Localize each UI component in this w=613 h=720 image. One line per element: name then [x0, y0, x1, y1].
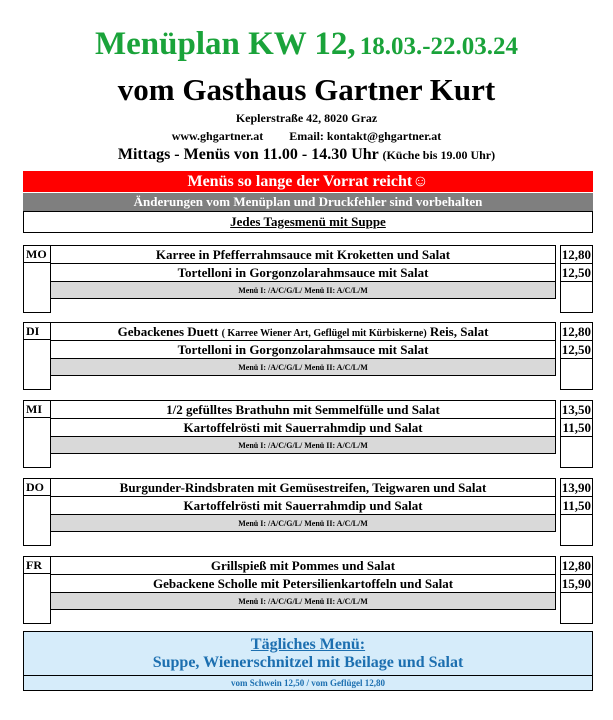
price-spacer: [560, 282, 593, 313]
price-spacer: [560, 359, 593, 390]
day-spacer: [23, 574, 51, 624]
website-link[interactable]: www.ghgartner.at: [171, 129, 264, 143]
menu-1-price: 13,50: [561, 402, 591, 417]
menu-2-dish: Tortelloni in Gorgonzolarahmsauce mit Salat: [51, 341, 556, 359]
daily-menu-prices: vom Schwein 12,50 / vom Geflügel 12,80: [24, 675, 592, 691]
email-link[interactable]: Email: kontakt@ghgartner.at: [289, 129, 442, 143]
day-spacer: [23, 496, 51, 546]
menu-2-dish: Tortelloni in Gorgonzolarahmsauce mit Salat: [51, 264, 556, 282]
allergen-info: Menü I: /A/C/G/L/ Menü II: A/C/L/M: [51, 515, 556, 532]
menu-1-dish: 1/2 gefülltes Brathuhn mit Semmelfülle und Salat: [51, 400, 556, 419]
price-spacer: [560, 515, 593, 546]
page-title: [0, 26, 613, 63]
menu-2-dish: Kartoffelrösti mit Sauerrahmdip und Salat: [51, 419, 556, 437]
day-label: DO: [23, 478, 51, 496]
allergen-info: Menü I: /A/C/G/L/ Menü II: A/C/L/M: [51, 359, 556, 376]
menu-1-price: 12,80: [561, 247, 591, 262]
day-block-mi: [23, 400, 593, 468]
contact-line: [0, 129, 613, 144]
day-spacer: [23, 340, 51, 390]
allergen-info: Menü I: /A/C/G/L/ Menü II: A/C/L/M: [51, 282, 556, 299]
menu-2-dish: Gebackene Scholle mit Petersilienkartoffeln und Salat: [51, 575, 556, 593]
title-dates: 18.03.-22.03.24: [359, 33, 519, 60]
menu-1-price: 13,90: [561, 480, 591, 495]
daily-menu-description: Suppe, Wienerschnitzel mit Beilage und Salat: [152, 654, 464, 671]
menu-2-dish: Kartoffelrösti mit Sauerrahmdip und Salat: [51, 497, 556, 515]
menu-2-price: 12,50: [561, 342, 591, 357]
menu-1-dish-detail: ( Karree Wiener Art, Geflügel mit Kürbiskerne): [221, 328, 427, 339]
day-label: MO: [23, 245, 51, 263]
allergen-info: Menü I: /A/C/G/L/ Menü II: A/C/L/M: [51, 593, 556, 610]
menu-1-dish-end: Reis, Salat: [429, 324, 489, 339]
menu-2-price: 11,50: [560, 497, 593, 515]
soup-banner: Jedes Tagesmenü mit Suppe: [23, 211, 593, 233]
day-label: DI: [23, 322, 51, 340]
menu-2-price: 12,50: [561, 265, 591, 280]
day-block-di: [23, 322, 593, 390]
day-label: FR: [23, 556, 51, 574]
daily-menu-box: [23, 631, 593, 691]
day-label: MI: [23, 400, 51, 418]
address: Keplerstraße 42, 8020 Graz: [235, 111, 378, 125]
hours-text: Mittags - Menüs von 11.00 - 14.30 Uhr: [117, 146, 379, 163]
title-main: Menüplan KW 12,: [94, 26, 356, 62]
availability-banner: Menüs so lange der Vorrat reicht☺: [23, 171, 593, 192]
restaurant-name: vom Gasthaus Gartner Kurt: [117, 72, 496, 107]
day-block-mo: [23, 245, 593, 313]
menu-1-price: 12,80: [561, 324, 591, 339]
day-spacer: [23, 263, 51, 313]
day-block-fr: [23, 556, 593, 624]
price-spacer: [560, 593, 593, 624]
allergen-info: Menü I: /A/C/G/L/ Menü II: A/C/L/M: [51, 437, 556, 454]
menu-1-dish: Grillspieß mit Pommes und Salat: [51, 556, 556, 575]
menu-2-price: 11,50: [560, 419, 593, 437]
menu-1-dish: Burgunder-Rindsbraten mit Gemüsestreifen, Teigwaren und Salat: [51, 478, 556, 497]
menu-1-dish: [51, 322, 556, 341]
opening-hours: [0, 146, 613, 164]
daily-menu-heading: Tägliches Menü:: [250, 636, 366, 653]
price-spacer: [560, 437, 593, 468]
hours-note: (Küche bis 19.00 Uhr): [382, 148, 496, 162]
menu-2-price: 15,90: [561, 576, 591, 591]
menu-1-dish-main: Gebackenes Duett: [117, 324, 219, 339]
day-block-do: [23, 478, 593, 546]
menu-1-dish: Karree in Pfefferrahmsauce mit Kroketten und Salat: [51, 245, 556, 264]
menu-1-price: 12,80: [561, 558, 591, 573]
day-spacer: [23, 418, 51, 468]
disclaimer-banner: Änderungen vom Menüplan und Druckfehler sind vorbehalten: [23, 193, 593, 211]
